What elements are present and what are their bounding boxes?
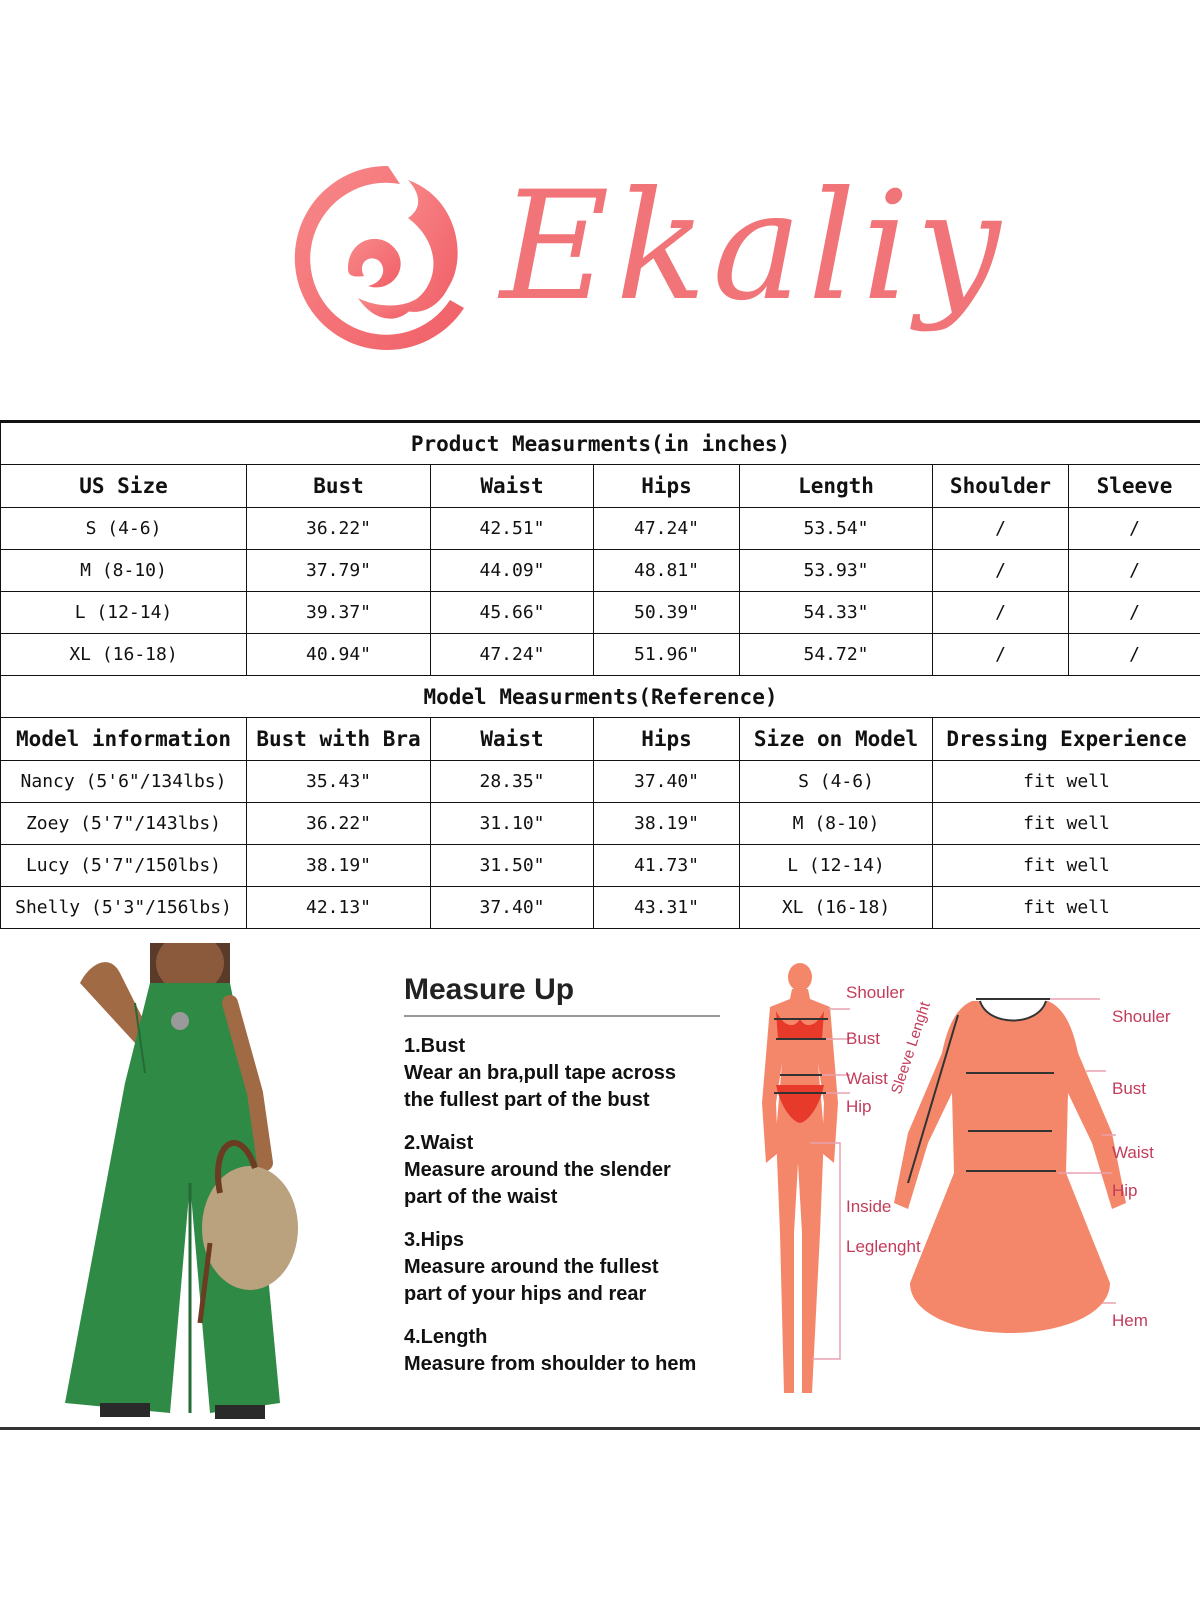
table-cell: 54.33" <box>740 592 933 634</box>
table-cell: Shelly (5'3"/156lbs) <box>1 887 247 929</box>
step-title: 3.Hips <box>404 1229 465 1251</box>
table-cell: / <box>933 592 1069 634</box>
table-cell: 35.43" <box>247 761 431 803</box>
dress-label-sleeve: Sleeve Lenght <box>888 999 934 1097</box>
body-label-inside: Inside <box>846 1197 892 1216</box>
table-row <box>1 887 1200 929</box>
header-bust: Bust <box>247 465 431 508</box>
table-cell: 54.72" <box>740 634 933 676</box>
table-cell: fit well <box>933 803 1200 845</box>
header-dressing-experience: Dressing Experience <box>933 718 1200 761</box>
face-logo-icon <box>288 158 488 358</box>
header-hips: Hips <box>594 465 740 508</box>
divider <box>404 1015 720 1017</box>
table-cell: fit well <box>933 761 1200 803</box>
body-label-leglength: Leglenght <box>846 1237 921 1256</box>
table-cell: Lucy (5'7"/150lbs) <box>1 845 247 887</box>
header-size-on-model: Size on Model <box>740 718 933 761</box>
table-row <box>1 761 1200 803</box>
table-cell: 39.37" <box>247 592 431 634</box>
dress-label-bust: Bust <box>1112 1079 1147 1098</box>
table-cell: 47.24" <box>594 508 740 550</box>
table-cell: / <box>933 508 1069 550</box>
table-cell: / <box>1069 508 1200 550</box>
table-cell: 41.73" <box>594 845 740 887</box>
table-cell: 50.39" <box>594 592 740 634</box>
brand-name: Ekaliy <box>500 160 1007 334</box>
table-cell: / <box>1069 592 1200 634</box>
header-model-hips: Hips <box>594 718 740 761</box>
table-cell: 42.13" <box>247 887 431 929</box>
dress-label-shoulder: Shouler <box>1112 1007 1171 1026</box>
step-text: part of your hips and rear <box>404 1283 647 1305</box>
table-cell: 53.93" <box>740 550 933 592</box>
step-text: the fullest part of the bust <box>404 1089 650 1111</box>
product-measurements-title: Product Measurments(in inches) <box>1 422 1200 465</box>
table-cell: 36.22" <box>247 803 431 845</box>
dress-label-waist: Waist <box>1112 1143 1154 1162</box>
header-model-waist: Waist <box>431 718 594 761</box>
step-title: 4.Length <box>404 1326 488 1348</box>
body-label-shoulder: Shouler <box>846 983 905 1002</box>
table-cell: 31.50" <box>431 845 594 887</box>
table-cell: 38.19" <box>247 845 431 887</box>
table-cell: / <box>933 634 1069 676</box>
step-hips <box>404 1227 724 1308</box>
table-cell: L (12-14) <box>740 845 933 887</box>
header-bust-with-bra: Bust with Bra <box>247 718 431 761</box>
table-cell: / <box>1069 634 1200 676</box>
header-length: Length <box>740 465 933 508</box>
step-title: 2.Waist <box>404 1132 474 1154</box>
table-cell: / <box>933 550 1069 592</box>
table-cell: 51.96" <box>594 634 740 676</box>
table-cell: 45.66" <box>431 592 594 634</box>
table-cell: L (12-14) <box>1 592 247 634</box>
dress-label-hem: Hem <box>1112 1311 1148 1330</box>
table-cell: 38.19" <box>594 803 740 845</box>
table-cell: XL (16-18) <box>1 634 247 676</box>
size-chart-table <box>0 420 1200 929</box>
table-cell: 53.54" <box>740 508 933 550</box>
table-cell: S (4-6) <box>1 508 247 550</box>
table-row <box>1 508 1200 550</box>
step-bust <box>404 1033 724 1114</box>
table-row <box>1 634 1200 676</box>
step-text: part of the waist <box>404 1186 558 1208</box>
table-cell: S (4-6) <box>740 761 933 803</box>
table-cell: fit well <box>933 845 1200 887</box>
table-cell: M (8-10) <box>740 803 933 845</box>
step-length <box>404 1324 724 1378</box>
measurement-diagram <box>740 963 1200 1423</box>
table-cell: 44.09" <box>431 550 594 592</box>
table-cell: 28.35" <box>431 761 594 803</box>
model-measurements-title: Model Measurments(Reference) <box>1 676 1200 718</box>
measure-up-title: Measure Up <box>404 973 575 1006</box>
table-cell: 31.10" <box>431 803 594 845</box>
table-cell: 42.51" <box>431 508 594 550</box>
step-text: Wear an bra,pull tape across <box>404 1062 676 1084</box>
measure-up-instructions <box>404 973 724 1378</box>
header-sleeve: Sleeve <box>1069 465 1200 508</box>
table-cell: / <box>1069 550 1200 592</box>
table-row <box>1 550 1200 592</box>
header-waist: Waist <box>431 465 594 508</box>
measure-guide-section <box>0 943 1200 1430</box>
table-cell: 40.94" <box>247 634 431 676</box>
body-label-bust: Bust <box>846 1029 881 1048</box>
table-cell: M (8-10) <box>1 550 247 592</box>
step-text: Measure around the slender <box>404 1159 671 1181</box>
step-waist <box>404 1130 724 1211</box>
table-cell: XL (16-18) <box>740 887 933 929</box>
table-cell: 37.40" <box>594 761 740 803</box>
header-us-size: US Size <box>1 465 247 508</box>
header-model-information: Model information <box>1 718 247 761</box>
table-row <box>1 592 1200 634</box>
body-label-waist: Waist <box>846 1069 888 1088</box>
table-cell: Nancy (5'6"/134lbs) <box>1 761 247 803</box>
header-shoulder: Shoulder <box>933 465 1069 508</box>
dress-label-hip: Hip <box>1112 1181 1138 1200</box>
step-text: Measure from shoulder to hem <box>404 1353 697 1375</box>
table-row <box>1 845 1200 887</box>
table-cell: 36.22" <box>247 508 431 550</box>
model-photo <box>40 943 340 1427</box>
step-title: 1.Bust <box>404 1035 466 1057</box>
table-cell: 47.24" <box>431 634 594 676</box>
table-cell: 37.40" <box>431 887 594 929</box>
table-cell: 48.81" <box>594 550 740 592</box>
table-row <box>1 803 1200 845</box>
body-label-hip: Hip <box>846 1097 872 1116</box>
table-cell: Zoey (5'7"/143lbs) <box>1 803 247 845</box>
table-cell: 43.31" <box>594 887 740 929</box>
step-text: Measure around the fullest <box>404 1256 659 1278</box>
brand-logo <box>0 150 1200 370</box>
table-cell: 37.79" <box>247 550 431 592</box>
table-cell: fit well <box>933 887 1200 929</box>
